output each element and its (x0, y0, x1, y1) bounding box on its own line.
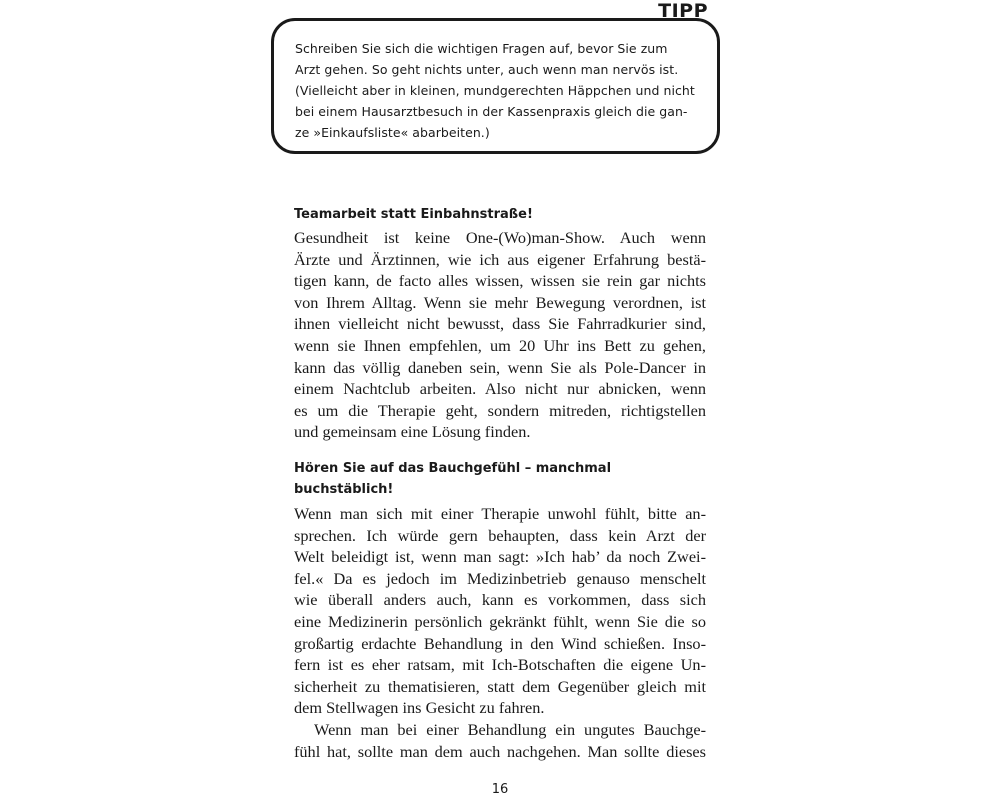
text-line: wenn sie Ihnen empfehlen, um 20 Uhr ins Bett zu gehen, (294, 335, 706, 355)
tip-line: (Vielleicht aber in kleinen, mundgerechten Häppchen und nicht (295, 83, 695, 98)
tip-line: bei einem Hausarztbesuch in der Kassenpraxis gleich die gan- (295, 104, 688, 119)
tip-line: ze »Einkaufsliste« abarbeiten.) (295, 125, 490, 140)
section-body-teamarbeit (294, 227, 706, 443)
text-line: und gemeinsam eine Lösung finden. (294, 422, 531, 442)
text-line: eine Medizinerin persönlich gekränkt fühlt, wenn Sie die so (294, 611, 706, 631)
tip-box (271, 18, 720, 154)
text-line: tigen kann, de facto alles wissen, wissen sie rein gar nichts (294, 271, 706, 291)
text-line: Ärzte und Ärztinnen, wie ich aus eigener Erfahrung bestä- (294, 249, 706, 269)
text-line: Wenn man sich mit einer Therapie unwohl fühlt, bitte an- (294, 504, 706, 523)
tip-label: TIPP (658, 0, 708, 22)
text-line: Wenn man bei einer Behandlung ein ungutes Bauchge- (314, 719, 706, 739)
text-line: Gesundheit ist keine One-(Wo)man-Show. Auch wenn (294, 228, 706, 247)
text-line: kann das völlig daneben sein, wenn Sie als Pole-Dancer in (294, 357, 706, 377)
text-line: wie überall anders auch, kann es vorkommen, dass sich (294, 590, 706, 610)
section-heading-bauchgefuehl-cont: buchstäblich! (294, 482, 394, 497)
text-line: es um die Therapie geht, sondern mitreden, richtigstellen (294, 400, 706, 420)
text-line: fern ist es eher ratsam, mit Ich-Botschaften die eigene Un- (294, 655, 706, 675)
text-line: großartig erdachte Behandlung in den Wind schießen. Inso- (294, 633, 706, 653)
text-line: fühl hat, sollte man dem auch nachgehen. Man sollte dieses (294, 741, 706, 761)
text-line: Welt beleidigt ist, wenn man sagt: »Ich hab’ da noch Zwei- (294, 547, 706, 567)
page-number: 16 (491, 782, 509, 797)
section-heading-teamarbeit: Teamarbeit statt Einbahnstraße! (294, 207, 533, 222)
text-line: einem Nachtclub arbeiten. Also nicht nur abnicken, wenn (294, 379, 706, 399)
text-line: sicherheit zu thematisieren, statt dem Gegenüber gleich mit (294, 676, 706, 696)
tip-line: Schreiben Sie sich die wichtigen Fragen auf, bevor Sie zum (295, 41, 668, 56)
section-heading-bauchgefuehl: Hören Sie auf das Bauchgefühl – manchmal (294, 461, 612, 476)
text-line: dem Stellwagen ins Gesicht zu fahren. (294, 698, 545, 718)
text-line: sprechen. Ich würde gern behaupten, dass kein Arzt der (294, 525, 706, 545)
text-line: ihnen vielleicht nicht bewusst, dass Sie Fahrradkurier sind, (294, 314, 706, 334)
text-line: fel.« Da es jedoch im Medizinbetrieb genauso menschelt (294, 568, 706, 588)
tip-line: Arzt gehen. So geht nichts unter, auch wenn man nervös ist. (295, 62, 679, 77)
section-body-bauchgefuehl (294, 503, 706, 762)
text-line: von Ihrem Alltag. Wenn sie mehr Bewegung verordnen, ist (294, 292, 706, 312)
